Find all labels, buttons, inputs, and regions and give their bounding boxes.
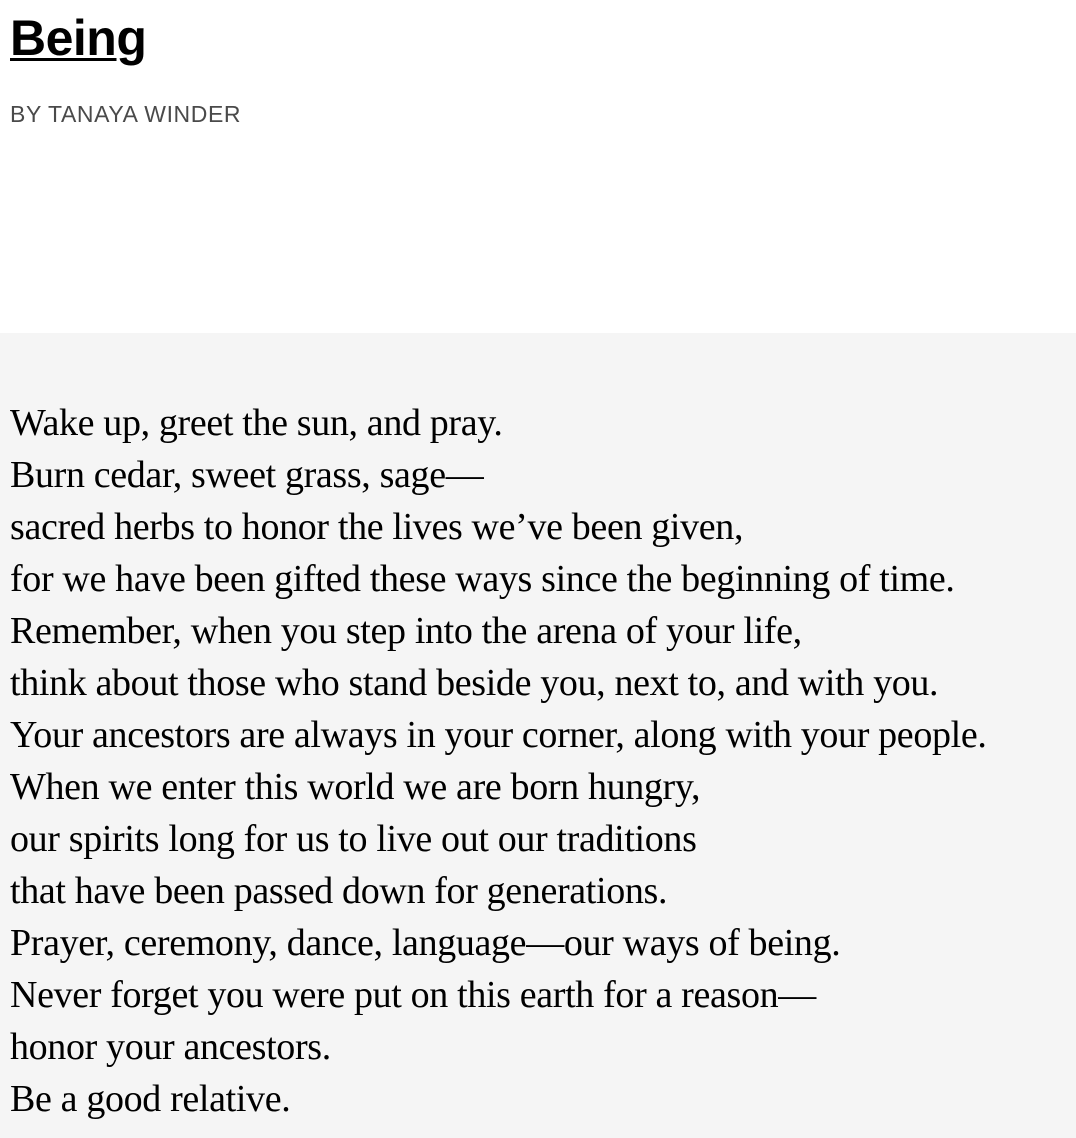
poem-line: Be a good relative. [10, 1078, 291, 1120]
poem-line: honor your ancestors. [10, 1026, 331, 1068]
poem-byline: BY TANAYA WINDER [10, 101, 242, 127]
poem-line: think about those who stand beside you, next to, and with you. [10, 662, 939, 704]
poem-line: Never forget you were put on this earth for a reason— [10, 974, 816, 1016]
poem-line: Remember, when you step into the arena of your life, [10, 610, 802, 652]
poem-body-panel [0, 333, 1076, 1138]
poem-line: sacred herbs to honor the lives we’ve been given, [10, 506, 744, 548]
poem-line: Your ancestors are always in your corner, along with your people. [10, 714, 987, 756]
poem-line: that have been passed down for generations. [10, 870, 668, 912]
poem-line: Burn cedar, sweet grass, sage— [10, 454, 484, 496]
poem-line: for we have been gifted these ways since the beginning of time. [10, 558, 955, 600]
poem-line: When we enter this world we are born hungry, [10, 766, 701, 808]
poem-header [0, 0, 1076, 333]
poem-line: our spirits long for us to live out our traditions [10, 818, 697, 860]
poem-line: Prayer, ceremony, dance, language—our ways of being. [10, 922, 841, 964]
poem-title-link[interactable]: Being [10, 10, 147, 66]
poem-text [10, 397, 987, 1125]
poem-line: Wake up, greet the sun, and pray. [10, 402, 503, 444]
